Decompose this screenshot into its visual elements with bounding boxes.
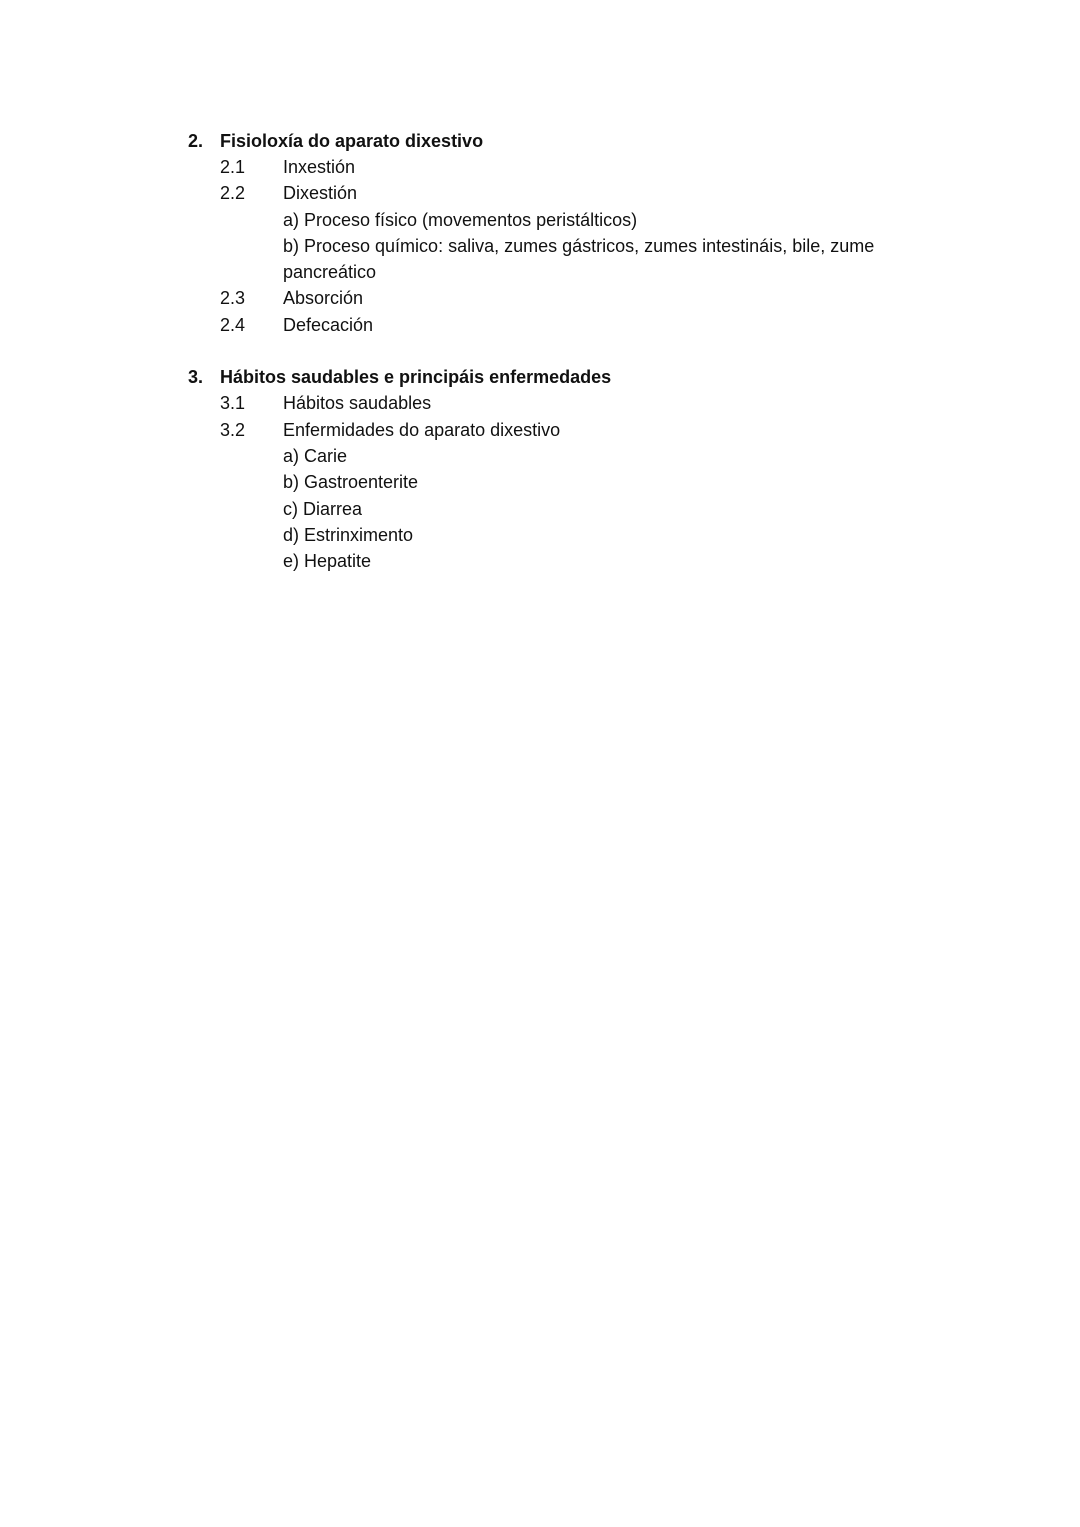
subitem: a) Carie	[283, 446, 348, 466]
item-label: Inxestión	[283, 157, 356, 177]
item-label: Hábitos saudables	[283, 393, 432, 413]
subitem: b) Gastroenterite	[283, 472, 419, 492]
item-label: Enfermidades do aparato dixestivo	[283, 420, 561, 440]
item-number: 2.1	[220, 157, 246, 177]
item-label: Defecación	[283, 315, 374, 335]
item-label: Absorción	[283, 288, 364, 308]
section-title: Fisioloxía do aparato dixestivo	[220, 131, 484, 151]
subitem: d) Estrinximento	[283, 525, 414, 545]
item-number: 3.2	[220, 420, 246, 440]
subitem: c) Diarrea	[283, 499, 363, 519]
item-number: 2.2	[220, 183, 246, 203]
section-number: 2.	[188, 131, 204, 151]
item-number: 2.3	[220, 288, 246, 308]
subitem: b) Proceso químico: saliva, zumes gástricos, zumes intestináis, bile, zume	[283, 236, 875, 256]
item-number: 2.4	[220, 315, 246, 335]
subitem-continuation: pancreático	[283, 262, 377, 282]
item-number: 3.1	[220, 393, 246, 413]
subitem: e) Hepatite	[283, 551, 372, 571]
subitem: a) Proceso físico (movementos peristálticos)	[283, 210, 638, 230]
section-number: 3.	[188, 367, 204, 387]
item-label: Dixestión	[283, 183, 358, 203]
section-title: Hábitos saudables e principáis enfermedades	[220, 367, 612, 387]
